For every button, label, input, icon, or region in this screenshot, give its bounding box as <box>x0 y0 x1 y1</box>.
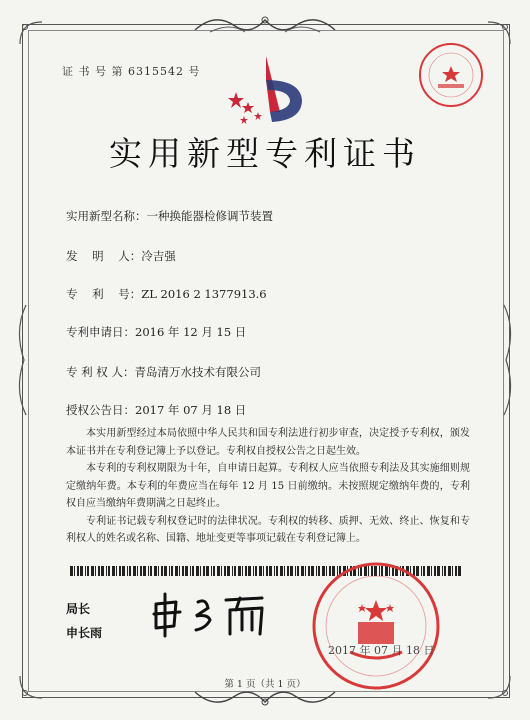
patent-number-value: ZL 2016 2 1377913.6 <box>141 287 267 301</box>
inventor-row <box>66 248 176 264</box>
grant-date-value: 2017 年 07 月 18 日 <box>135 403 247 417</box>
utility-model-name-label: 实用新型名称： <box>66 209 147 223</box>
certificate-body <box>66 425 470 548</box>
top-ornament-icon <box>190 8 340 38</box>
left-ornament-icon <box>10 300 34 420</box>
grant-date-label: 授权公告日： <box>66 403 135 417</box>
seal-date: 2017 年 07 月 18 日 <box>328 644 435 657</box>
page-footer: 第 1 页（共 1 页） <box>224 679 306 690</box>
patentee-label: 专 利 权 人： <box>66 365 135 379</box>
body-paragraph: 专利证书记载专利权登记时的法律状况。专利权的转移、质押、无效、终止、恢复和专利权人的姓名或名称、国籍、地址变更等事项记载在专利登记簿上。 <box>66 515 470 544</box>
director-name: 申长雨 <box>66 626 103 640</box>
inventor-value: 冷吉强 <box>141 249 176 263</box>
agency-seal-icon <box>416 40 486 110</box>
body-paragraph: 本实用新型经过本局依照中华人民共和国专利法进行初步审查，决定授予专利权，颁发本证书并在专利登记簿上予以登记。专利权自授权公告之日起生效。 <box>66 428 470 457</box>
certificate-title: 实用新型专利证书 <box>109 134 421 173</box>
director-title: 局长 <box>66 602 91 616</box>
application-date-label: 专利申请日： <box>66 325 135 339</box>
director-signature-icon <box>150 590 280 640</box>
corner-ornament-icon <box>16 18 46 48</box>
application-date-value: 2016 年 12 月 15 日 <box>135 325 247 339</box>
inventor-label: 发 明 人： <box>66 249 142 263</box>
grant-date-row <box>66 402 246 418</box>
patentee-row <box>66 364 261 380</box>
application-date-row <box>66 324 246 340</box>
corner-ornament-icon <box>484 18 514 48</box>
patentee-value: 青岛清万水技术有限公司 <box>134 365 261 379</box>
patent-number-row <box>66 286 267 302</box>
official-seal-icon <box>310 560 442 692</box>
patent-number-label: 专 利 号： <box>66 287 142 301</box>
certificate-number: 证 书 号 第 6315542 号 <box>62 65 201 78</box>
patent-office-logo-icon <box>222 50 312 136</box>
utility-model-name-row <box>66 208 273 224</box>
utility-model-name-value: 一种换能器检修调节装置 <box>146 209 273 223</box>
right-ornament-icon <box>496 300 520 420</box>
body-paragraph: 本专利的专利权期限为十年，自申请日起算。专利权人应当依照专利法及其实施细则规定缴纳年费。本专利的年费应当在每年 12 月 15 日前缴纳。未按照规定缴纳年费的，专利权自应当缴纳年费期满之日起终止。 <box>66 463 470 509</box>
